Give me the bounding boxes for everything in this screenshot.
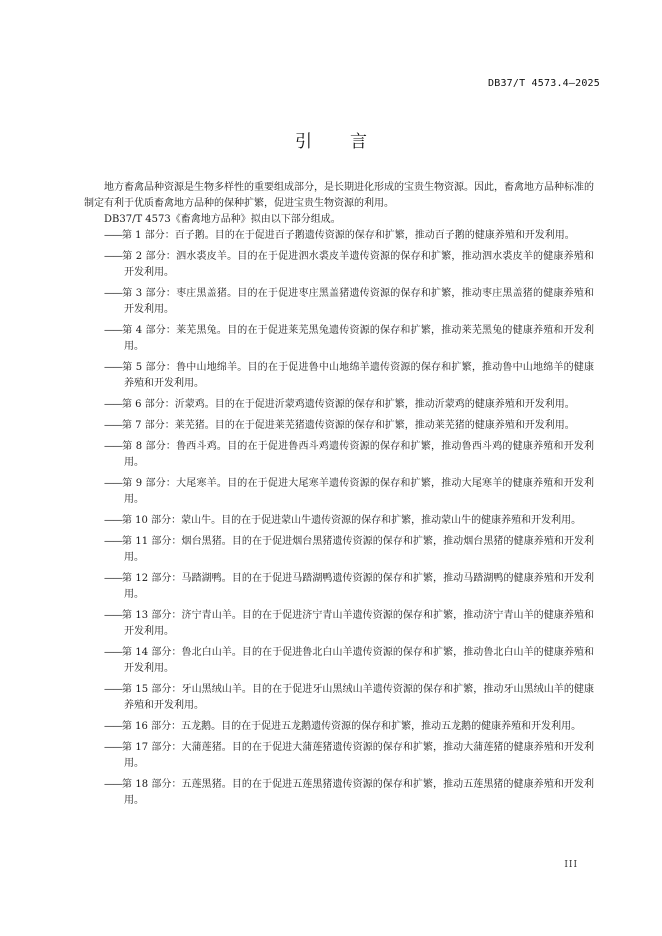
list-dash: ——: [104, 721, 122, 732]
list-item-text: 第 11 部分：烟台黑猪。目的在于促进烟台黑猪遗传资源的保存和扩繁，推动烟台黑猪的健康养殖和开发利用。: [122, 536, 594, 563]
list-item: [84, 360, 594, 392]
list-dash: ——: [104, 399, 122, 410]
document-code: DB37/T 4573.4—2025: [488, 78, 600, 89]
list-item: [84, 740, 594, 772]
list-item: [84, 682, 594, 714]
list-item: [84, 534, 594, 566]
page-number: III: [564, 860, 578, 870]
list-item-text: 第 12 部分：马踏湖鸭。目的在于促进马踏湖鸭遗传资源的保存和扩繁，推动马踏湖鸭的健康养殖和开发利用。: [122, 573, 594, 600]
list-item-text: 第 4 部分：莱芜黑兔。目的在于促进莱芜黑兔遗传资源的保存和扩繁，推动莱芜黑兔的健康养殖和开发利用。: [122, 325, 594, 352]
list-item: [84, 608, 594, 640]
list-dash: ——: [104, 441, 122, 452]
list-item: [84, 645, 594, 677]
list-dash: ——: [104, 573, 122, 584]
list-item-text: 第 18 部分：五莲黑猪。目的在于促进五莲黑猪遗传资源的保存和扩繁，推动五莲黑猪的健康养殖和开发利用。: [122, 779, 594, 806]
intro-paragraph: 地方畜禽品种资源是生物多样性的重要组成部分，是长期进化形成的宝贵生物资源。因此，畜禽地方品种标准的制定有利于优质畜禽地方品种的保种扩繁，促进宝贵生物资源的利用。: [84, 182, 594, 209]
list-item: [84, 439, 594, 471]
list-dash: ——: [104, 420, 122, 431]
document-body: [84, 180, 594, 814]
list-item: [84, 397, 594, 413]
list-item-text: 第 13 部分：济宁青山羊。目的在于促进济宁青山羊遗传资源的保存和扩繁，推动济宁青山羊的健康养殖和开发利用。: [122, 610, 594, 637]
list-item: [84, 719, 594, 735]
list-item-text: 第 3 部分：枣庄黑盖猪。目的在于促进枣庄黑盖猪遗传资源的保存和扩繁，推动枣庄黑盖猪的健康养殖和开发利用。: [122, 288, 594, 315]
list-item-text: 第 7 部分：莱芜猪。目的在于促进莱芜猪遗传资源的保存和扩繁，推动莱芜猪的健康养殖和开发利用。: [122, 420, 575, 431]
list-dash: ——: [104, 515, 122, 526]
list-dash: ——: [104, 684, 122, 695]
list-item: [84, 777, 594, 809]
list-dash: ——: [104, 478, 122, 489]
list-item-text: 第 14 部分：鲁北白山羊。目的在于促进鲁北白山羊遗传资源的保存和扩繁，推动鲁北白山羊的健康养殖和开发利用。: [122, 647, 594, 674]
list-dash: ——: [104, 647, 122, 658]
list-item-text: 第 17 部分：大蒲莲猪。目的在于促进大蒲莲猪遗传资源的保存和扩繁，推动大蒲莲猪的健康养殖和开发利用。: [122, 742, 594, 769]
list-item: [84, 323, 594, 355]
list-item: [84, 286, 594, 318]
list-dash: ——: [104, 362, 122, 373]
list-item-text: 第 5 部分：鲁中山地绵羊。目的在于促进鲁中山地绵羊遗传资源的保存和扩繁，推动鲁中山地绵羊的健康养殖和开发利用。: [122, 362, 594, 389]
list-dash: ——: [104, 742, 122, 753]
list-item: [84, 476, 594, 508]
list-item-text: 第 9 部分：大尾寒羊。目的在于促进大尾寒羊遗传资源的保存和扩繁，推动大尾寒羊的健康养殖和开发利用。: [122, 478, 594, 505]
list-item: [84, 249, 594, 281]
list-item: [84, 571, 594, 603]
list-dash: ——: [104, 230, 122, 241]
list-item-text: 第 1 部分：百子鹅。目的在于促进百子鹅遗传资源的保存和扩繁，推动百子鹅的健康养殖和开发利用。: [122, 230, 575, 241]
list-dash: ——: [104, 251, 122, 262]
parts-intro-line: DB37/T 4573《畜禽地方品种》拟由以下部分组成。: [104, 214, 341, 225]
list-dash: ——: [104, 779, 122, 790]
list-dash: ——: [104, 610, 122, 621]
list-item: [84, 513, 594, 529]
list-item-text: 第 6 部分：沂蒙鸡。目的在于促进沂蒙鸡遗传资源的保存和扩繁，推动沂蒙鸡的健康养殖和开发利用。: [122, 399, 575, 410]
list-dash: ——: [104, 288, 122, 299]
list-item-text: 第 2 部分：泗水裘皮羊。目的在于促进泗水裘皮羊遗传资源的保存和扩繁，推动泗水裘皮羊的健康养殖和开发利用。: [122, 251, 594, 278]
list-item-text: 第 10 部分：蒙山牛。目的在于促进蒙山牛遗传资源的保存和扩繁，推动蒙山牛的健康养殖和开发利用。: [122, 515, 582, 526]
list-dash: ——: [104, 325, 122, 336]
page-title: 引言: [295, 132, 405, 152]
list-item: [84, 418, 594, 434]
list-item-text: 第 8 部分：鲁西斗鸡。目的在于促进鲁西斗鸡遗传资源的保存和扩繁，推动鲁西斗鸡的健康养殖和开发利用。: [122, 441, 594, 468]
list-item-text: 第 16 部分：五龙鹅。目的在于促进五龙鹅遗传资源的保存和扩繁，推动五龙鹅的健康养殖和开发利用。: [122, 721, 582, 732]
list-item: [84, 228, 594, 244]
list-dash: ——: [104, 536, 122, 547]
list-item-text: 第 15 部分：牙山黑绒山羊。目的在于促进牙山黑绒山羊遗传资源的保存和扩繁，推动牙山黑绒山羊的健康养殖和开发利用。: [122, 684, 594, 711]
parts-list: [84, 228, 594, 809]
